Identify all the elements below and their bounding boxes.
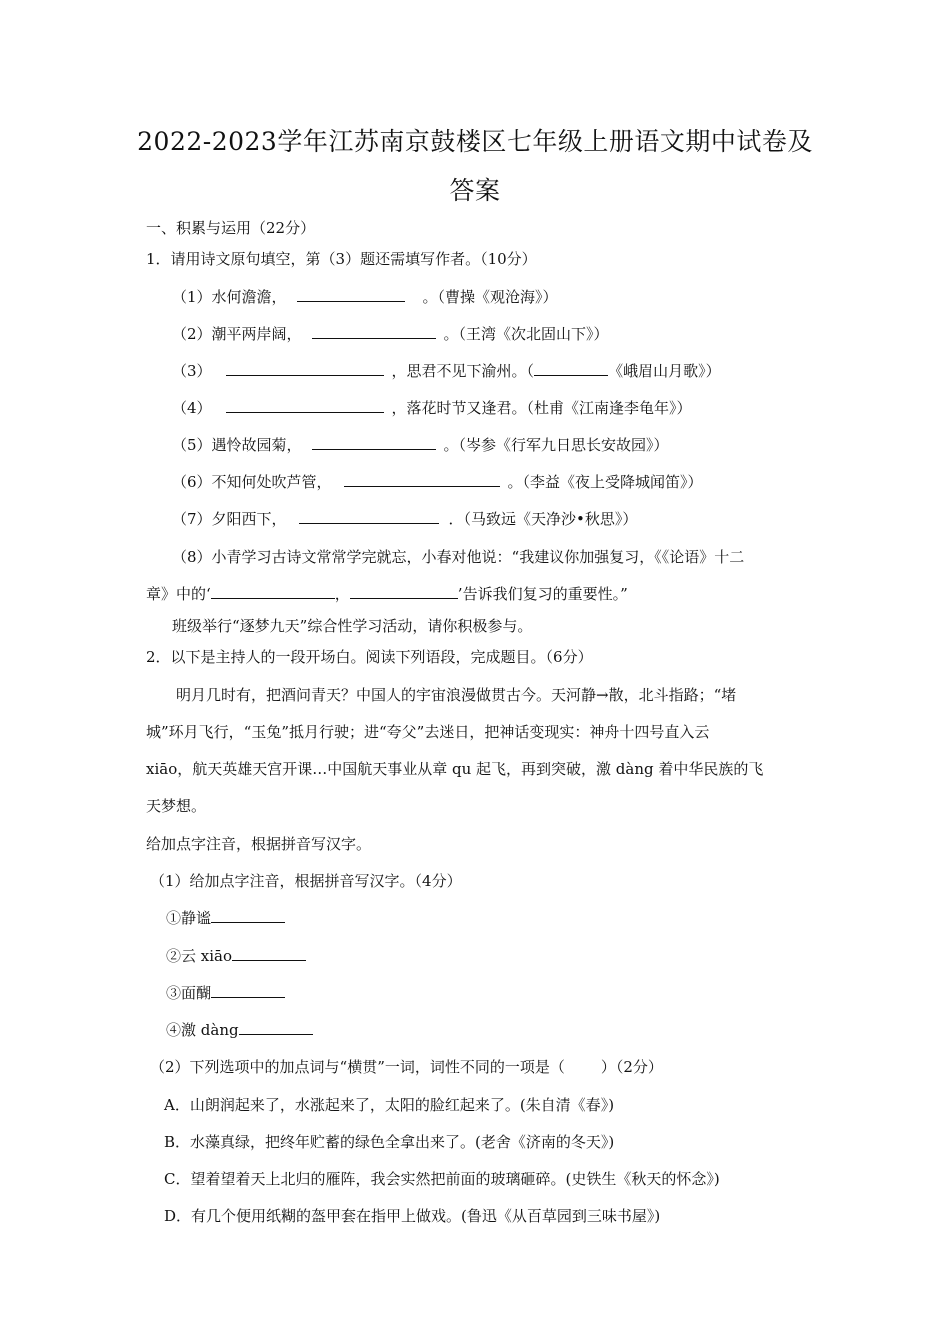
option-b[interactable]: B．水藻真绿，把终年贮蓄的绿色全拿出来了。(老舍《济南的冬天》) — [164, 1133, 615, 1151]
answer-blank[interactable] — [297, 287, 405, 302]
q1-item-5: （5）遇怜故园菊， 。（岑参《行军九日思长安故园》） — [172, 436, 669, 454]
section-heading: 一、积累与运用（22分） — [146, 219, 316, 237]
question-1-stem: 1．请用诗文原句填空，第（3）题还需填写作者。（10分） — [146, 250, 537, 268]
answer-blank[interactable] — [299, 509, 439, 524]
pinyin-item-3: ③面醐 — [166, 983, 285, 1003]
exam-title-line-2: 答案 — [449, 176, 501, 205]
q1-item-6: （6）不知何处吹芦管， 。（李益《夜上受降城闻笛》） — [172, 473, 703, 491]
activity-intro: 班级举行“逐梦九天”综合性学习活动，请你积极参与。 — [172, 617, 533, 635]
answer-blank[interactable] — [312, 435, 436, 450]
option-c[interactable]: C．望着望着天上北归的雁阵，我会实然把前面的玻璃砸碎。(史铁生《秋天的怀念》) — [164, 1170, 720, 1188]
option-a[interactable]: A．山朗润起来了，水涨起来了，太阳的脸红起来了。(朱自清《春》) — [164, 1096, 615, 1114]
q1-item-1: （1）水何澹澹， 。（曹操《观沧海》） — [172, 288, 558, 306]
q1-item-8-line-2: 章》中的‘ ， ’告诉我们复习的重要性。” — [146, 585, 628, 603]
answer-blank[interactable] — [211, 584, 335, 599]
option-d[interactable]: D．有几个便用纸糊的盔甲套在指甲上做戏。(鲁迅《从百草园到三味书屋》) — [164, 1207, 661, 1225]
question-2-stem: 2．以下是主持人的一段开场白。阅读下列语段，完成题目。（6分） — [146, 648, 593, 666]
sub-question-2: （2）下列选项中的加点词与“横贯”一词，词性不同的一项是（ ）（2分） — [150, 1058, 663, 1076]
q1-item-7: （7）夕阳西下， ．（马致远《天净沙•秋思》） — [172, 510, 638, 528]
author-blank[interactable] — [534, 361, 608, 376]
passage-line-2: 城”环月飞行，“玉兔”抵月行驶；进“夸父”去迷日，把神话变现实：神舟十四号直入云 — [146, 723, 710, 741]
passage-line-1: 明月几时有，把酒问青天？中国人的宇宙浪漫做贯古今。天河静→散，北斗指路；“堵 — [176, 686, 737, 704]
sub-question-1: （1）给加点字注音，根据拼音写汉字。（4分） — [150, 872, 462, 890]
passage-line-4: 天梦想。 — [146, 797, 207, 815]
instruction-text: 给加点字注音，根据拼音写汉字。 — [146, 835, 372, 853]
pinyin-item-1: ①静谧 — [166, 908, 285, 928]
pinyin-item-4: ④激 dàng — [166, 1020, 313, 1040]
answer-blank[interactable] — [344, 472, 500, 487]
answer-blank[interactable] — [232, 946, 306, 961]
answer-blank[interactable] — [226, 398, 384, 413]
answer-blank[interactable] — [211, 983, 285, 998]
answer-blank[interactable] — [211, 908, 285, 923]
pinyin-item-2: ②云 xiāo — [166, 946, 306, 966]
answer-blank[interactable] — [226, 361, 384, 376]
exam-title-line-1: 2022-2023学年江苏南京鼓楼区七年级上册语文期中试卷及 — [137, 127, 813, 156]
answer-blank[interactable] — [350, 584, 458, 599]
q1-item-2: （2）潮平两岸阔， 。（王湾《次北固山下》） — [172, 325, 609, 343]
answer-blank[interactable] — [312, 324, 436, 339]
q1-item-3: （3） ，思君不见下渝州。（ 《峨眉山月歌》） — [172, 362, 721, 380]
q1-item-8-line-1: （8）小青学习古诗文常常学完就忘，小春对他说：“我建议你加强复习，《《论语》十二 — [172, 548, 745, 566]
q1-item-4: （4） ，落花时节又逢君。（杜甫《江南逢李龟年》） — [172, 399, 692, 417]
passage-line-3: xiāo，航天英雄天宫开课…中国航天事业从章 qu 起飞，再到突破，激 dàng 着中华民族的飞 — [146, 760, 764, 778]
answer-blank[interactable] — [239, 1020, 313, 1035]
